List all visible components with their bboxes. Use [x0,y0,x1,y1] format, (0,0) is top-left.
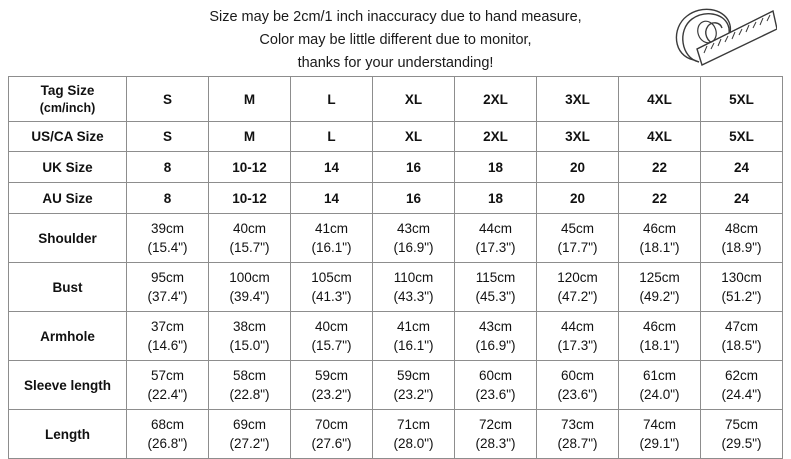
cell-bust-2-cm: 105cm [311,270,352,285]
cell-tag-size-7: 5XL [701,77,783,122]
cell-armhole-7-in: (18.5") [721,338,762,353]
cell-sleeve-0-in: (22.4") [147,387,188,402]
cell-armhole-7-cm: 47cm [724,319,758,334]
cell-bust-7-in: (51.2") [721,289,762,304]
cell-length-7-in: (29.5") [721,436,762,451]
cell-bust-5-cm: 120cm [557,270,598,285]
row-label-sleeve-length: Sleeve length [9,361,127,410]
cell-bust-3-in: (43.3") [393,289,434,304]
cell-armhole-3 [373,312,455,361]
cell-bust-3 [373,263,455,312]
cell-sleeve-4 [455,361,537,410]
cell-bust-0-in: (37.4") [147,289,188,304]
cell-shoulder-2-cm: 41cm [314,221,348,236]
cell-au-0: 8 [127,183,209,214]
cell-sleeve-1-cm: 58cm [232,368,266,383]
cell-au-6: 22 [619,183,701,214]
cell-armhole-5-cm: 44cm [560,319,594,334]
cell-length-1-in: (27.2") [229,436,270,451]
cell-armhole-2 [291,312,373,361]
cell-bust-4-in: (45.3") [475,289,516,304]
cell-sleeve-0-cm: 57cm [150,368,184,383]
cell-armhole-4-in: (16.9") [475,338,516,353]
row-label-au: AU Size [9,183,127,214]
cell-us-ca-5: 3XL [537,122,619,152]
cell-au-3: 16 [373,183,455,214]
cell-shoulder-6-in: (18.1") [639,240,680,255]
row-label-us-ca: US/CA Size [9,122,127,152]
cell-shoulder-4-in: (17.3") [475,240,516,255]
cell-armhole-0-in: (14.6") [147,338,188,353]
cell-length-3 [373,410,455,459]
cell-length-3-in: (28.0") [393,436,434,451]
cell-tag-size-0: S [127,77,209,122]
cell-armhole-1 [209,312,291,361]
table-row-tag-size [9,77,783,122]
cell-bust-0-cm: 95cm [150,270,184,285]
row-label-tag-size-main: Tag Size [40,82,95,98]
cell-shoulder-3 [373,214,455,263]
cell-armhole-7 [701,312,783,361]
cell-tag-size-3: XL [373,77,455,122]
cell-length-2 [291,410,373,459]
cell-bust-1-in: (39.4") [229,289,270,304]
table-row-us-ca-size [9,122,783,152]
size-table [8,76,783,459]
cell-tag-size-4: 2XL [455,77,537,122]
cell-armhole-1-in: (15.0") [229,338,270,353]
cell-shoulder-3-in: (16.9") [393,240,434,255]
cell-bust-7-cm: 130cm [721,270,762,285]
cell-sleeve-2-in: (23.2") [311,387,352,402]
cell-bust-6-cm: 125cm [639,270,680,285]
cell-bust-6 [619,263,701,312]
cell-uk-6: 22 [619,152,701,183]
cell-shoulder-2 [291,214,373,263]
table-row-shoulder [9,214,783,263]
cell-us-ca-1: M [209,122,291,152]
table-row-length [9,410,783,459]
cell-uk-7: 24 [701,152,783,183]
cell-length-4-in: (28.3") [475,436,516,451]
cell-length-0 [127,410,209,459]
cell-sleeve-7 [701,361,783,410]
cell-shoulder-6-cm: 46cm [642,221,676,236]
table-row-bust [9,263,783,312]
cell-bust-4-cm: 115cm [475,270,516,285]
cell-uk-2: 14 [291,152,373,183]
cell-au-5: 20 [537,183,619,214]
cell-sleeve-5-cm: 60cm [560,368,594,383]
cell-sleeve-4-in: (23.6") [475,387,516,402]
cell-sleeve-3-cm: 59cm [396,368,430,383]
cell-bust-4 [455,263,537,312]
cell-length-6 [619,410,701,459]
row-label-uk: UK Size [9,152,127,183]
cell-bust-1 [209,263,291,312]
cell-sleeve-1-in: (22.8") [229,387,270,402]
cell-shoulder-3-cm: 43cm [396,221,430,236]
cell-sleeve-0 [127,361,209,410]
cell-armhole-4 [455,312,537,361]
cell-sleeve-7-cm: 62cm [724,368,758,383]
cell-length-7 [701,410,783,459]
cell-shoulder-2-in: (16.1") [311,240,352,255]
cell-length-6-in: (29.1") [639,436,680,451]
cell-bust-1-cm: 100cm [229,270,270,285]
cell-us-ca-0: S [127,122,209,152]
cell-uk-3: 16 [373,152,455,183]
cell-length-4 [455,410,537,459]
cell-tag-size-5: 3XL [537,77,619,122]
cell-tag-size-1: M [209,77,291,122]
cell-armhole-6 [619,312,701,361]
cell-shoulder-1-in: (15.7") [229,240,270,255]
cell-armhole-6-in: (18.1") [639,338,680,353]
row-label-length: Length [9,410,127,459]
cell-uk-5: 20 [537,152,619,183]
cell-armhole-3-cm: 41cm [396,319,430,334]
table-row-au-size [9,183,783,214]
tape-measure-icon [637,2,777,72]
cell-bust-3-cm: 110cm [393,270,434,285]
cell-length-1-cm: 69cm [232,417,266,432]
cell-armhole-2-cm: 40cm [314,319,348,334]
cell-bust-5 [537,263,619,312]
table-row-armhole [9,312,783,361]
cell-sleeve-6-in: (24.0") [639,387,680,402]
cell-bust-2-in: (41.3") [311,289,352,304]
cell-length-5 [537,410,619,459]
cell-sleeve-4-cm: 60cm [478,368,512,383]
cell-uk-4: 18 [455,152,537,183]
cell-shoulder-7 [701,214,783,263]
cell-bust-2 [291,263,373,312]
cell-tag-size-6: 4XL [619,77,701,122]
cell-length-3-cm: 71cm [396,417,430,432]
cell-length-1 [209,410,291,459]
cell-shoulder-4 [455,214,537,263]
cell-sleeve-3 [373,361,455,410]
cell-armhole-6-cm: 46cm [642,319,676,334]
cell-shoulder-7-in: (18.9") [721,240,762,255]
cell-sleeve-6 [619,361,701,410]
cell-shoulder-0 [127,214,209,263]
cell-us-ca-2: L [291,122,373,152]
cell-sleeve-3-in: (23.2") [393,387,434,402]
cell-sleeve-2 [291,361,373,410]
table-row-uk-size [9,152,783,183]
cell-shoulder-5-cm: 45cm [560,221,594,236]
cell-shoulder-1 [209,214,291,263]
cell-au-2: 14 [291,183,373,214]
cell-length-0-cm: 68cm [150,417,184,432]
cell-armhole-4-cm: 43cm [478,319,512,334]
cell-armhole-0-cm: 37cm [150,319,184,334]
cell-armhole-3-in: (16.1") [393,338,434,353]
cell-bust-0 [127,263,209,312]
cell-shoulder-4-cm: 44cm [478,221,512,236]
cell-length-5-cm: 73cm [560,417,594,432]
cell-armhole-1-cm: 38cm [232,319,266,334]
cell-length-4-cm: 72cm [478,417,512,432]
cell-sleeve-7-in: (24.4") [721,387,762,402]
cell-length-0-in: (26.8") [147,436,188,451]
row-label-tag-size [9,77,127,122]
row-label-shoulder: Shoulder [9,214,127,263]
cell-uk-1: 10-12 [209,152,291,183]
cell-tag-size-2: L [291,77,373,122]
cell-au-1: 10-12 [209,183,291,214]
cell-armhole-0 [127,312,209,361]
cell-shoulder-5-in: (17.7") [557,240,598,255]
cell-shoulder-6 [619,214,701,263]
cell-shoulder-0-cm: 39cm [150,221,184,236]
cell-au-7: 24 [701,183,783,214]
table-row-sleeve-length [9,361,783,410]
row-label-tag-size-unit: (cm/inch) [39,100,96,115]
cell-us-ca-6: 4XL [619,122,701,152]
cell-sleeve-1 [209,361,291,410]
cell-bust-7 [701,263,783,312]
cell-us-ca-7: 5XL [701,122,783,152]
cell-sleeve-5-in: (23.6") [557,387,598,402]
note-line-1: Size may be 2cm/1 inch inaccuracy due to hand measure, [209,9,582,25]
cell-length-2-cm: 70cm [314,417,348,432]
cell-bust-6-in: (49.2") [639,289,680,304]
cell-length-5-in: (28.7") [557,436,598,451]
cell-sleeve-2-cm: 59cm [314,368,348,383]
cell-armhole-2-in: (15.7") [311,338,352,353]
row-label-bust: Bust [9,263,127,312]
cell-au-4: 18 [455,183,537,214]
cell-us-ca-3: XL [373,122,455,152]
note-line-3: thanks for your understanding! [297,55,494,71]
cell-sleeve-5 [537,361,619,410]
cell-armhole-5-in: (17.3") [557,338,598,353]
cell-shoulder-0-in: (15.4") [147,240,188,255]
cell-length-6-cm: 74cm [642,417,676,432]
cell-shoulder-7-cm: 48cm [724,221,758,236]
cell-shoulder-1-cm: 40cm [232,221,266,236]
row-label-armhole: Armhole [9,312,127,361]
cell-bust-5-in: (47.2") [557,289,598,304]
cell-us-ca-4: 2XL [455,122,537,152]
cell-length-2-in: (27.6") [311,436,352,451]
cell-sleeve-6-cm: 61cm [642,368,676,383]
cell-uk-0: 8 [127,152,209,183]
cell-armhole-5 [537,312,619,361]
note-line-2: Color may be little different due to monitor, [259,32,532,48]
cell-shoulder-5 [537,214,619,263]
cell-length-7-cm: 75cm [724,417,758,432]
